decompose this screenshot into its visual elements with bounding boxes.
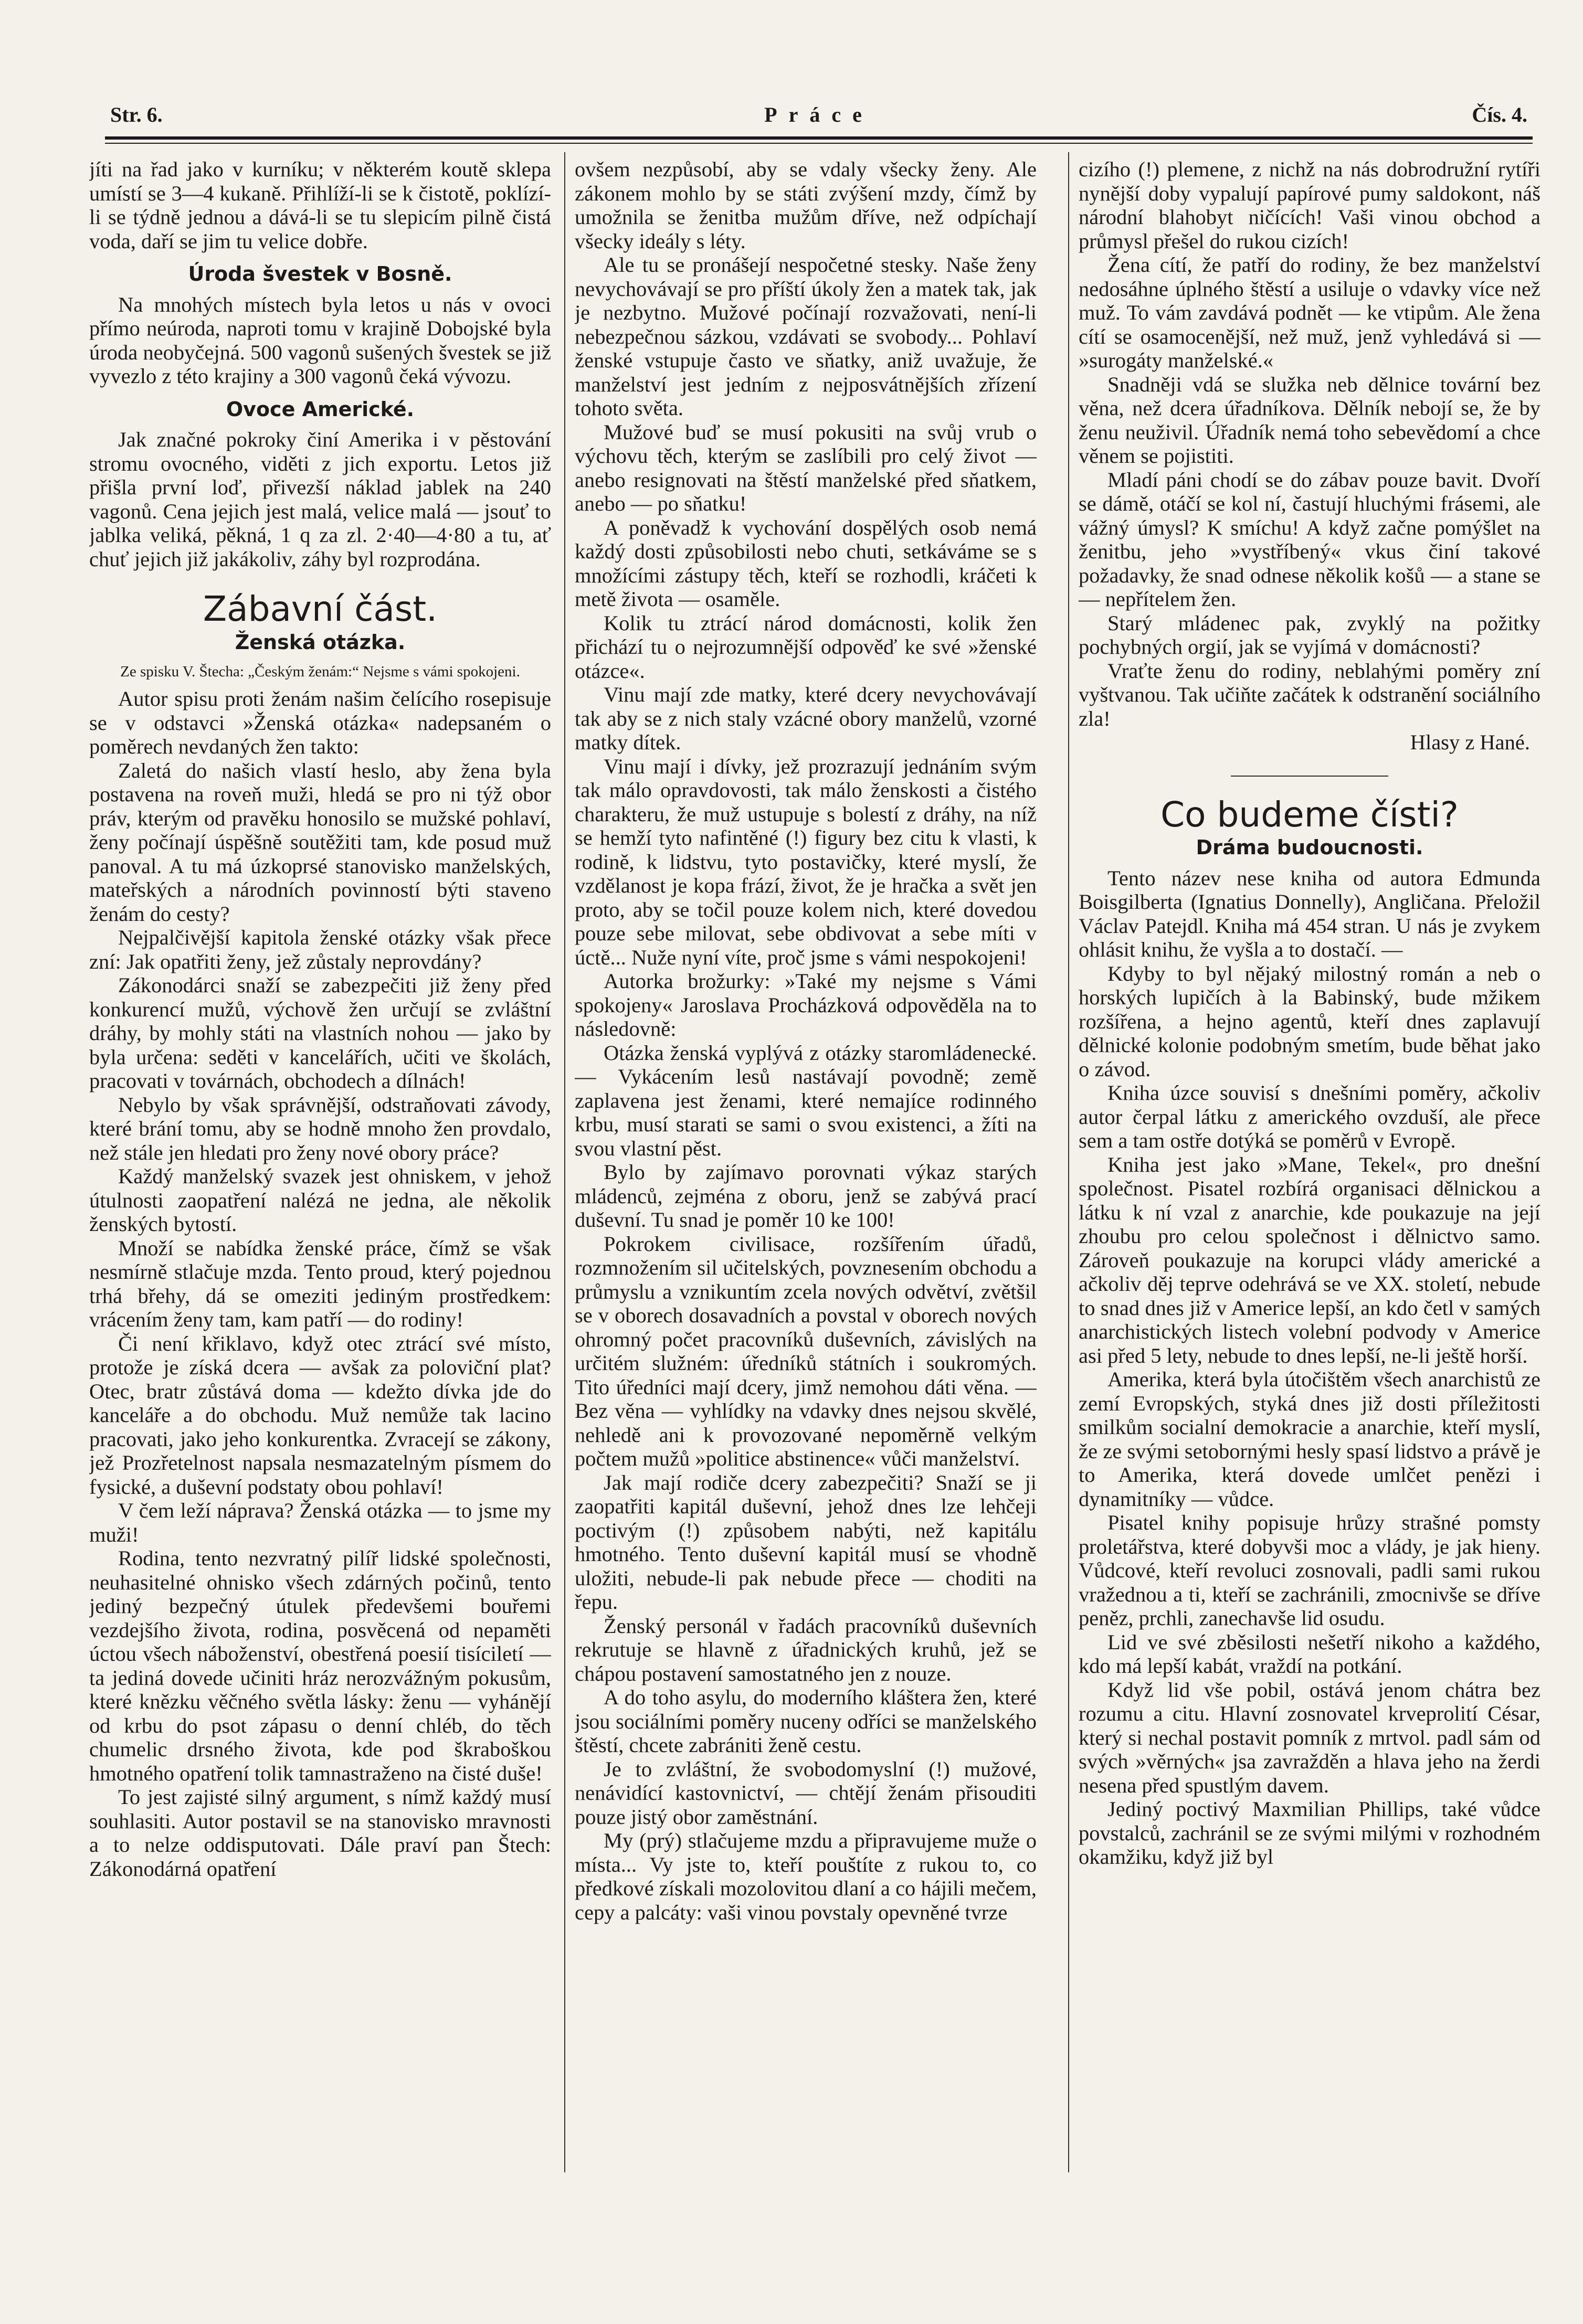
- paragraph: ovšem nezpůsobí, aby se vdaly všecky ženy. Ale zákonem mohlo by se státi zvýšení mzdy, čímž by umožnila se ženitba mužům dříve, než odpíchají všecky ideály s léty.: [575, 157, 1037, 253]
- paragraph: Snadněji vdá se služka neb dělnice tovární bez věna, než dcera úřadníkova. Dělník nebojí se, že by ženu neuživil. Úřadník nemá toho sebevědomí a chce věnem se pojistiti.: [1079, 372, 1540, 468]
- paragraph: Zaletá do našich vlastí heslo, aby žena byla postavena na roveň muži, hledá se pro ni týž obor práv, kterým od pravěku honosilo se mužské pohlaví, ženy počínají úspěšně soutěžiti tam, kde posud muž panoval. A tu má úzkoprsé stanovisko manželských, mateřských a národních povinností býti staveno ženám do cesty?: [89, 758, 551, 926]
- paragraph: A do toho asylu, do moderního kláštera žen, které jsou sociálními poměry nuceny odříci se manželského štěstí, chcete zabrániti ženě cestu.: [575, 1685, 1037, 1757]
- paragraph: Vraťte ženu do rodiny, neblahými poměry zní vyštvanou. Tak učiňte začátek k odstranění sociálního zla!: [1079, 659, 1540, 730]
- column-2: [575, 157, 1037, 2267]
- issue-number: Čís. 4.: [1472, 103, 1527, 126]
- page-number: Str. 6.: [110, 103, 163, 126]
- paragraph: Či není křiklavo, když otec ztrácí své místo, protože je získá dcera — avšak za poloviční plat? Otec, bratr zůstává doma — kdežto dívka jde do kanceláře a do obchodu. Muž nemůže tak lacino pracovati, jako jeho konkurentka. Zvracejí se zákony, jež Prozřetelnost napsala nesmazatelným písmem do fysické, a duševní podstaty obou pohlaví!: [89, 1331, 551, 1499]
- paragraph: Nebylo by však správnější, odstraňovati závody, které brání tomu, aby se hodně mnoho žen provdalo, než stále jen hledati pro ženy nové obory práce?: [89, 1092, 551, 1164]
- paragraph: Jak značné pokroky činí Amerika i v pěstování stromu ovocného, viděti z jich exportu. Letos již přišla první loď, přivezší náklad jablek na 240 vagonů. Cena jejich jest malá, velice malá — jsouť to jablka veliká, pěkná, 1 q za zl. 2·40—4·80 a tu, ať chuť jejich již jakákoliv, záhy byl rozprodána.: [89, 428, 551, 571]
- paragraph: A poněvadž k vychování dospělých osob nemá každý dosti způsobilosti nebo chuti, setkáváme se s množícími zástupy těch, kteří se rozhodli, kráčeti k metě života — osaměle.: [575, 515, 1037, 611]
- header-rule: [105, 136, 1533, 140]
- paragraph: Lid ve své zběsilosti nešetří nikoho a každého, kdo má lepší kabát, vraždí na potkání.: [1079, 1630, 1540, 1678]
- signature: Hlasy z Hané.: [1410, 730, 1530, 754]
- column-3: [1079, 157, 1540, 2267]
- paragraph: Pisatel knihy popisuje hrůzy strašné pomsty proletářstva, které dobyvši moc a vlády, je jak hieny. Vůdcové, kteří revoluci zosnovali, padli sami rukou vražednou a ti, kteří se zachránili, zmocnivše se dříve peněz, prchli, zanechavše lid osudu.: [1079, 1511, 1540, 1630]
- paragraph: Každý manželský svazek jest ohniskem, v jehož útulnosti zaopatření nalézá ne jedna, ale několik ženských bytostí.: [89, 1164, 551, 1236]
- paragraph: Autor spisu proti ženám našim čelícího rosepisuje se v odstavci »Ženská otázka« nadepsaném o poměrech nevdaných žen takto:: [89, 687, 551, 758]
- header-rule-thin: [105, 143, 1533, 144]
- section-separator: [1231, 776, 1388, 777]
- paragraph: Když lid vše pobil, ostává jenom chátra bez rozumu a citu. Hlavní zosnovatel krveprolití César, který si nechal postavit pomník z mrtvol. padl sám od svých »věrných« jsa zavražděn a hlava jeho na žerdi nesena před spustlým davem.: [1079, 1678, 1540, 1797]
- paragraph: Nejpalčivější kapitola ženské otázky však přece zní: Jak opatřiti ženy, jež zůstaly neprovdány?: [89, 926, 551, 973]
- paragraph: Mladí páni chodí se do zábav pouze bavit. Dvoří se dámě, otáčí se kol ní, častují hluchými frásemi, ale vážný úmysl? K smíchu! A když začne pomýšlet na ženitbu, jeho »vystříbený« vkus činí takové požadavky, že snad odnese několik košů — a stane se — nepřítelem žen.: [1079, 468, 1540, 611]
- column-divider: [564, 152, 565, 2172]
- column-divider: [1068, 152, 1069, 2172]
- source-note: Ze spisku V. Štecha: „Českým ženám:“ Nejsme s vámi spokojeni.: [120, 663, 520, 680]
- paragraph: Mužové buď se musí pokusiti na svůj vrub o výchovu těch, kterým se zaslíbili pro celý život — anebo resignovati na štěstí manželské před sňatkem, anebo — po sňatku!: [575, 420, 1037, 515]
- page-header: [110, 102, 1527, 134]
- paragraph: Vinu mají zde matky, které dcery nevychovávají tak aby se z nich staly vzácné obory manželů, vzorné matky dítek.: [575, 683, 1037, 754]
- paragraph: Pokrokem civilisace, rozšířením úřadů, rozmnožením sil učitelských, povznesením obchodu a průmyslu a vznikuntím zcela nových odvětví, zvětšil se v oborech dosavadních a povstal v oborech nových ohromný počet pracovníků duševních, závislých na určitém služném: úředníků státních i soukromých. Tito úředníci mají dcery, jimž nemohou dáti věna. — Bez věna — vyhlídky na vdavky dnes nejsou skvělé, nehledě ani k provozované nepoměrně velkým počtem mužů »politice abstinence« vůči manželství.: [575, 1232, 1037, 1470]
- paragraph: Bylo by zajímavo porovnati výkaz starých mládenců, zejména z oboru, jenž se zabývá prací duševní. Tu snad je poměr 10 ke 100!: [575, 1160, 1037, 1232]
- section-title: Zábavní část.: [203, 589, 438, 629]
- paragraph: Kniha úzce souvisí s dnešními poměry, ačkoliv autor čerpal látku z amerického ovzduší, ale přece sem a tam ostře dotýká se poměrů v Evropě.: [1079, 1081, 1540, 1152]
- paragraph: Jediný poctivý Maxmilian Phillips, také vůdce povstalců, zachránil se ze svými milými v rozhodném okamžiku, když již byl: [1079, 1797, 1540, 1869]
- paragraph: Tento název nese kniha od autora Edmunda Boisgilberta (Ignatius Donnelly), Angličana. Přeložil Václav Patejdl. Kniha má 454 stran. U nás je zvykem ohlásit knihu, že vyšla a to dostačí. —: [1079, 866, 1540, 961]
- paragraph: Vinu mají i dívky, jež prozrazují jednáním svým tak málo opravdovosti, tak málo ženskosti a čistého charakteru, že muž ustupuje s bolestí z dráhy, na níž se hemží tyto nafintěné (!) figury bez citu k vlasti, k rodině, k lidstvu, tyto postavičky, které myslí, že vzdělanost je kopa frází, život, že je hračka a svět jen proto, aby se točil pouze kolem nich, které dovedou pouze sebe milovat, sebe obdivovat a sebe míti v úctě... Nuže nyní víte, proč jsme s vámi nespokojeni!: [575, 754, 1037, 969]
- column-1: [89, 157, 551, 2267]
- paragraph: Otázka ženská vyplývá z otázky staromládenecké. — Vykácením lesů nastávají povodně; země zaplavena jest ženami, které nemajíce rodinného krbu, musí starati se sami o svou existenci, a žíti na svou vlastní pěst.: [575, 1041, 1037, 1160]
- paragraph: Amerika, která byla útočištěm všech anarchistů ze zemí Evropských, styká dnes již dosti příležitosti smilkům socialní demokracie a anarchie, kteří myslí, že ze svými setobornými hesly spasí lidstvo a právě je to Amerika, která dovede umlčet penězi i dynamitníky — vůdce.: [1079, 1367, 1540, 1511]
- paragraph: Rodina, tento nezvratný pilíř lidské společnosti, neuhasitelné ohnisko všech zdárných počinů, tento jediný bezpečný útulek předevšemi bouřemi vezdejšího života, rodina, posvěcená od nepaměti úctou všech náboženství, obestřená poesií tisíciletí — ta jediná dovede učiniti hráz nerozvážným pokusům, které knězku věčného světla lásky: ženu — vyhánějí od krbu do psot zápasu o denní chléb, do těch chumelic drsného života, kde pod škraboškou hmotného opatření tolik tamnastraženo na čisté duše!: [89, 1546, 551, 1785]
- newspaper-title: Práce: [764, 103, 873, 126]
- article-heading: Dráma budoucnosti.: [1196, 836, 1423, 859]
- paragraph: Starý mládenec pak, zvyklý na požitky pochybných orgií, jak se vyjímá v domácnosti?: [1079, 611, 1540, 659]
- paragraph: Je to zvláštní, že svobodomyslní (!) mužové, nenávidící kastovnictví, — chtějí ženám přisouditi pouze jistý obor zaměstnání.: [575, 1757, 1037, 1829]
- paragraph: Zákonodárci snaží se zabezpečiti již ženy před konkurencí mužů, výchově žen určují se zvláštní dráhy, by mohly státi na vlastních nohou — jako by byla určena: seděti v kancelářích, učiti ve školách, pracovati v továrnách, obchodech a dílnách!: [89, 973, 551, 1092]
- article-heading: Ovoce Americké.: [226, 397, 415, 421]
- paragraph: Kdyby to byl nějaký milostný román a neb o horských lupičích à la Babinský, bude mžikem rozšířena, a hejno agentů, kteří dnes zaplavují dělnické kolonie podobným smetím, bude běhat jako o závod.: [1079, 961, 1540, 1081]
- paragraph: Ale tu se pronášejí nespočetné stesky. Naše ženy nevychovávají se pro příští úkoly žen a matek tak, jak je nezbytno. Mužové počínají rozvažovati, není-li nebezpečnou sázkou, vzdávati se svobody... Pohlaví ženské vstupuje často ve sňatky, aniž uvažuje, že manželství jest jedním z nejposvátnějších zřízení tohoto světa.: [575, 253, 1037, 420]
- article-heading: Ženská otázka.: [235, 630, 406, 654]
- paragraph: To jest zajisté silný argument, s nímž každý musí souhlasiti. Autor postavil se na stanovisko mravnosti a to nelze oddisputovati. Dále praví pan Štech: Zákonodárná opatření: [89, 1785, 551, 1881]
- section-title: Co budeme čísti?: [1160, 794, 1459, 835]
- paragraph: Autorka brožurky: »Také my nejsme s Vámi spokojeny« Jaroslava Procházková odpověděla na to následovně:: [575, 969, 1037, 1041]
- paragraph: Kolik tu ztrácí národ domácnosti, kolik žen přichází tu o nejrozumnější odpověď ke své »ženské otázce«.: [575, 611, 1037, 683]
- paragraph: Kniha jest jako »Mane, Tekel«, pro dnešní společnost. Pisatel rozbírá organisaci dělnickou a látku k ní vzal z anarchie, kde poukazuje na její zhoubu pro celou společnost i dělnictvo samo. Zároveň poukazuje na korupci vlády americké a ačkoliv děj teprve odehrává se ve XX. století, nebude to snad dnes již v Americe lepší, an kdo četl v samých anarchistických listech volební podvody v Americe asi před 5 lety, nebude to dnes lepší, ne-li ještě horší.: [1079, 1152, 1540, 1367]
- paragraph: Jak mají rodiče dcery zabezpečiti? Snaží se ji zaopatřiti kapitál duševní, jehož dnes lze lehčeji poctivým (!) způsobem nabýti, než kapitálu hmotného. Tento duševní kapitál musí se vhodně uložiti, nebude-li pak nebude přece — choditi na řepu.: [575, 1470, 1037, 1614]
- paragraph: Množí se nabídka ženské práce, čímž se však nesmírně stlačuje mzda. Tento proud, který pojednou trhá břehy, dá se omeziti jediným prostředkem: vrácením ženy tam, kam patří — do rodiny!: [89, 1236, 551, 1331]
- paragraph: V čem leží náprava? Ženská otázka — to jsme my muži!: [89, 1499, 551, 1546]
- paragraph: Ženský personál v řadách pracovníků duševních rekrutuje se hlavně z úřadnických kruhů, jež se chápou postavení samostatného jen z nouze.: [575, 1614, 1037, 1685]
- paragraph: My (prý) stlačujeme mzdu a připravujeme muže o místa... Vy jste to, kteří pouštíte z rukou to, co předkové získali mozolovitou dlaní a co hájili mečem, cepy a palcáty: vaši vinou povstaly opevněné tvrze: [575, 1829, 1037, 1924]
- paragraph: jíti na řad jako v kurníku; v některém koutě sklepa umístí se 3—4 kukaně. Přihlíží-li se k čistotě, poklízí-li se týdně jednou a dává-li se tu slepicím pilně čistá voda, daří se jim tu velice dobře.: [89, 157, 551, 253]
- paragraph: Žena cítí, že patří do rodiny, že bez manželství nedosáhne úplného štěstí a usiluje o vdavky více než muž. To vám zavdává podnět — ke vtipům. Ale žena cítí se osamocenější, než muž, jenž vyhledává si — »surogáty manželské.«: [1079, 253, 1540, 372]
- paragraph: cizího (!) plemene, z nichž na nás dobrodružní rytíři nynější doby vypalují papírové pumy saldokont, náš národní blahobyt ničících! Vaši vinou obchod a průmysl přešel do rukou cizích!: [1079, 157, 1540, 253]
- article-heading: Úroda švestek v Bosně.: [188, 262, 452, 285]
- paragraph: Na mnohých místech byla letos u nás v ovoci přímo neúroda, naproti tomu v krajině Dobojské byla úroda neobyčejná. 500 vagonů sušených švestek se již vyvezlo z této krajiny a 300 vagonů čeká vývozu.: [89, 292, 551, 388]
